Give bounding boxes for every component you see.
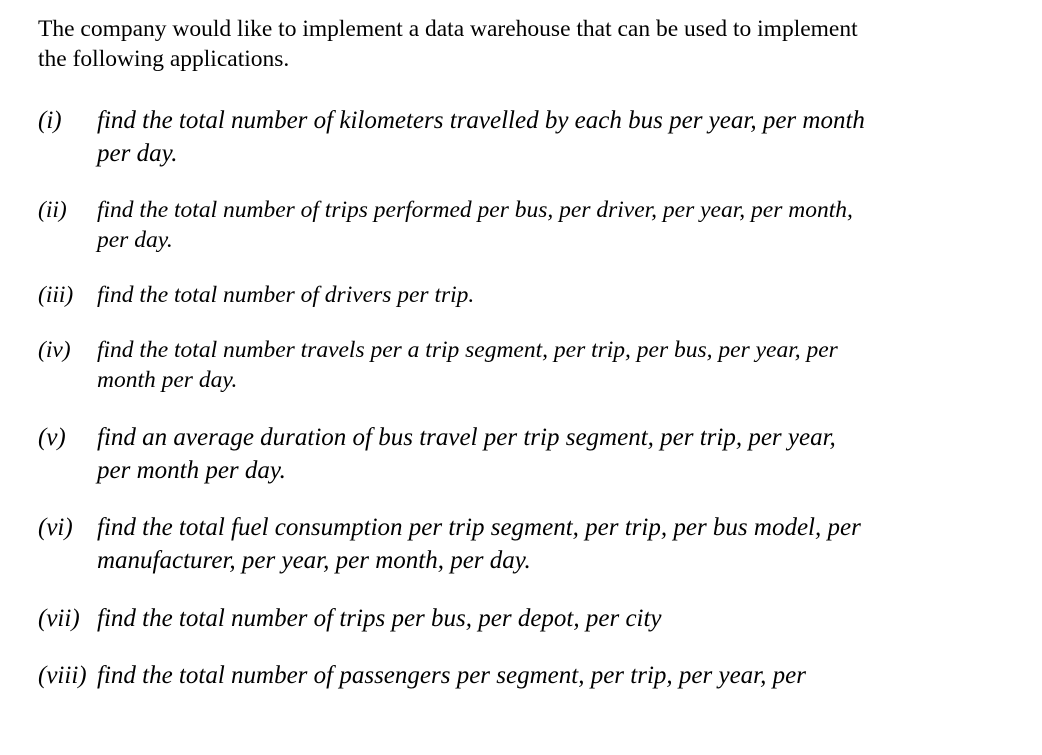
item-number: (ii) [38,197,67,223]
item-text [97,335,998,395]
item-text [97,104,998,170]
item-number: (viii) [38,662,87,689]
item-text [97,280,998,310]
item-text-line: find the total number of kilometers travelled by each bus per year, per month [97,107,865,134]
item-text [97,195,998,255]
list-item-vi [38,511,998,577]
list-item-iii [38,280,998,310]
item-text-line: find the total number travels per a trip segment, per trip, per bus, per year, per [97,337,838,363]
item-text-line: find an average duration of bus travel per trip segment, per trip, per year, [97,424,836,451]
item-number: (v) [38,424,66,451]
item-text-line: per day. [97,227,173,253]
list-item-viii [38,659,998,692]
intro-paragraph [38,14,998,74]
item-number: (i) [38,107,62,134]
item-text [97,421,998,487]
item-text-line: find the total fuel consumption per trip segment, per trip, per bus model, per [97,514,861,541]
list-item-ii [38,195,998,255]
list-item-vii [38,602,998,635]
intro-line-2: the following applications. [38,46,290,72]
intro-line-1: The company would like to implement a data warehouse that can be used to implement [38,16,858,42]
item-text-line: find the total number of drivers per trip. [97,282,475,308]
list-item-i [38,104,998,170]
list-item-v [38,421,998,487]
item-number: (iv) [38,337,71,363]
item-text [97,511,998,577]
item-text [97,659,998,692]
item-number: (iii) [38,282,74,308]
item-text-line: per day. [97,140,178,167]
item-text [97,602,998,635]
item-text-line: find the total number of passengers per segment, per trip, per year, per [97,662,806,689]
list-item-iv [38,335,998,395]
item-text-line: per month per day. [97,457,286,484]
item-text-line: find the total number of trips performed per bus, per driver, per year, per month, [97,197,853,223]
item-text-line: manufacturer, per year, per month, per day. [97,547,531,574]
item-number: (vii) [38,605,80,632]
item-text-line: month per day. [97,367,238,393]
item-text-line: find the total number of trips per bus, per depot, per city [97,605,662,632]
item-number: (vi) [38,514,73,541]
